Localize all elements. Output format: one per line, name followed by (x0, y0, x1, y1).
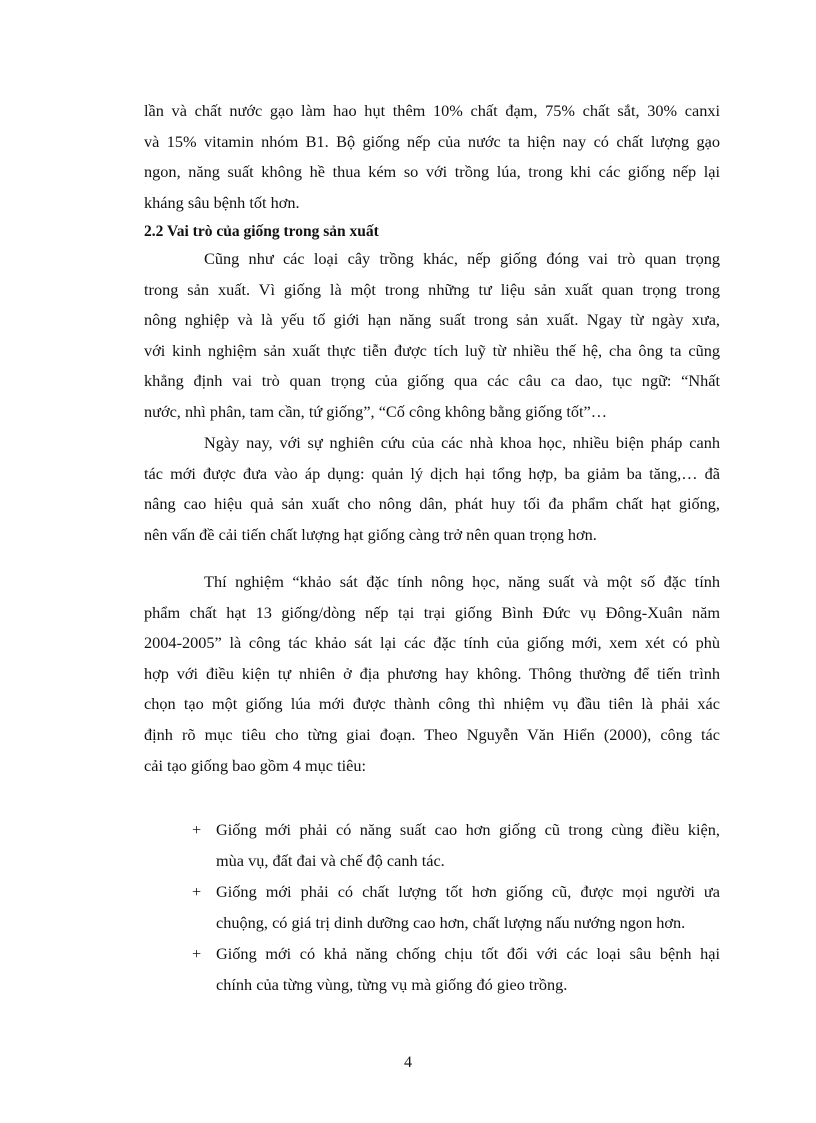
bullet-mark: + (192, 944, 202, 963)
text-line: Thí nghiệm “khảo sát đặc tính nông học, năng suất và một số đặc tính (204, 572, 720, 591)
text-line: nâng cao hiệu quả sản xuất cho nông dân, phát huy tối đa phẩm chất hạt giống, (144, 494, 720, 514)
text-line: Giống mới có khả năng chống chịu tốt đối với các loại sâu bệnh hại (216, 944, 720, 963)
bullet-mark: + (192, 882, 202, 901)
text-line: nông nghiệp và là yếu tố giới hạn năng suất trong sản xuất. Ngay từ ngày xưa, (144, 310, 720, 330)
text-line: trong sản xuất. Vì giống là một trong những tư liệu sản xuất quan trọng trong (144, 279, 720, 299)
paragraph-role-of-seed (144, 244, 720, 428)
paragraph-experiment (144, 567, 720, 781)
text-line: chính của từng vùng, từng vụ mà giống đó gieo trồng. (216, 974, 568, 994)
text-line: ngon, năng suất không hề thua kém so với trồng lúa, trong khi các giống nếp lại (144, 162, 720, 182)
text-line: 2004-2005” là công tác khảo sát lại các đặc tính của giống mới, xem xét có phù (144, 633, 720, 653)
text-line: kháng sâu bệnh tốt hơn. (144, 192, 300, 212)
text-line: định rõ mục tiêu cho từng giai đoạn. Theo Nguyễn Văn Hiển (2000), công tác (144, 724, 720, 744)
text-line: mùa vụ, đất đai và chế độ canh tác. (216, 850, 445, 870)
text-line: với kinh nghiệm sản xuất thực tiễn được tích luỹ từ nhiều thế hệ, cha ông ta cũng (144, 340, 720, 360)
paragraph-modern-methods (144, 428, 720, 550)
text-line: Cũng như các loại cây trồng khác, nếp giống đóng vai trò quan trọng (204, 249, 720, 268)
text-line: Ngày nay, với sự nghiên cứu của các nhà khoa học, nhiều biện pháp canh (204, 433, 720, 452)
text-line: hợp với điều kiện tự nhiên ở địa phương hay không. Thông thường để tiến trình (144, 663, 720, 683)
section-heading: 2.2 Vai trò của giống trong sản xuất (144, 223, 379, 240)
text-line: khẳng định vai trò quan trọng của giống qua các câu ca dao, tục ngữ: “Nhất (144, 371, 720, 391)
page-number: 4 (404, 1054, 412, 1071)
text-line: chọn tạo một giống lúa mới được thành công thì nhiệm vụ đầu tiên là phải xác (144, 694, 720, 714)
text-line: chuộng, có giá trị dinh dưỡng cao hơn, chất lượng nấu nướng ngon hơn. (216, 912, 686, 932)
text-line: Giống mới phải có năng suất cao hơn giống cũ trong cùng điều kiện, (216, 820, 720, 839)
text-line: cải tạo giống bao gồm 4 mục tiêu: (144, 755, 367, 775)
text-line: lần và chất nước gạo làm hao hụt thêm 10% chất đạm, 75% chất sắt, 30% canxi (144, 101, 720, 120)
text-line: tác mới được đưa vào áp dụng: quản lý dịch hại tổng hợp, ba giảm ba tăng,… đã (144, 463, 720, 483)
text-line: Giống mới phải có chất lượng tốt hơn giống cũ, được mọi người ưa (216, 882, 720, 901)
text-line: nên vấn đề cải tiến chất lượng hạt giống càng trở nên quan trọng hơn. (144, 524, 597, 544)
text-line: và 15% vitamin nhóm B1. Bộ giống nếp của nước ta hiện nay có chất lượng gạo (144, 131, 720, 151)
text-line: phẩm chất hạt 13 giống/dòng nếp tại trại giống Bình Đức vụ Đông-Xuân năm (144, 602, 720, 622)
bullet-mark: + (192, 820, 202, 839)
text-line: nước, nhì phân, tam cần, tứ giống”, “Cố công không bằng giống tốt”… (144, 401, 608, 421)
paragraph-continuation (144, 96, 720, 218)
